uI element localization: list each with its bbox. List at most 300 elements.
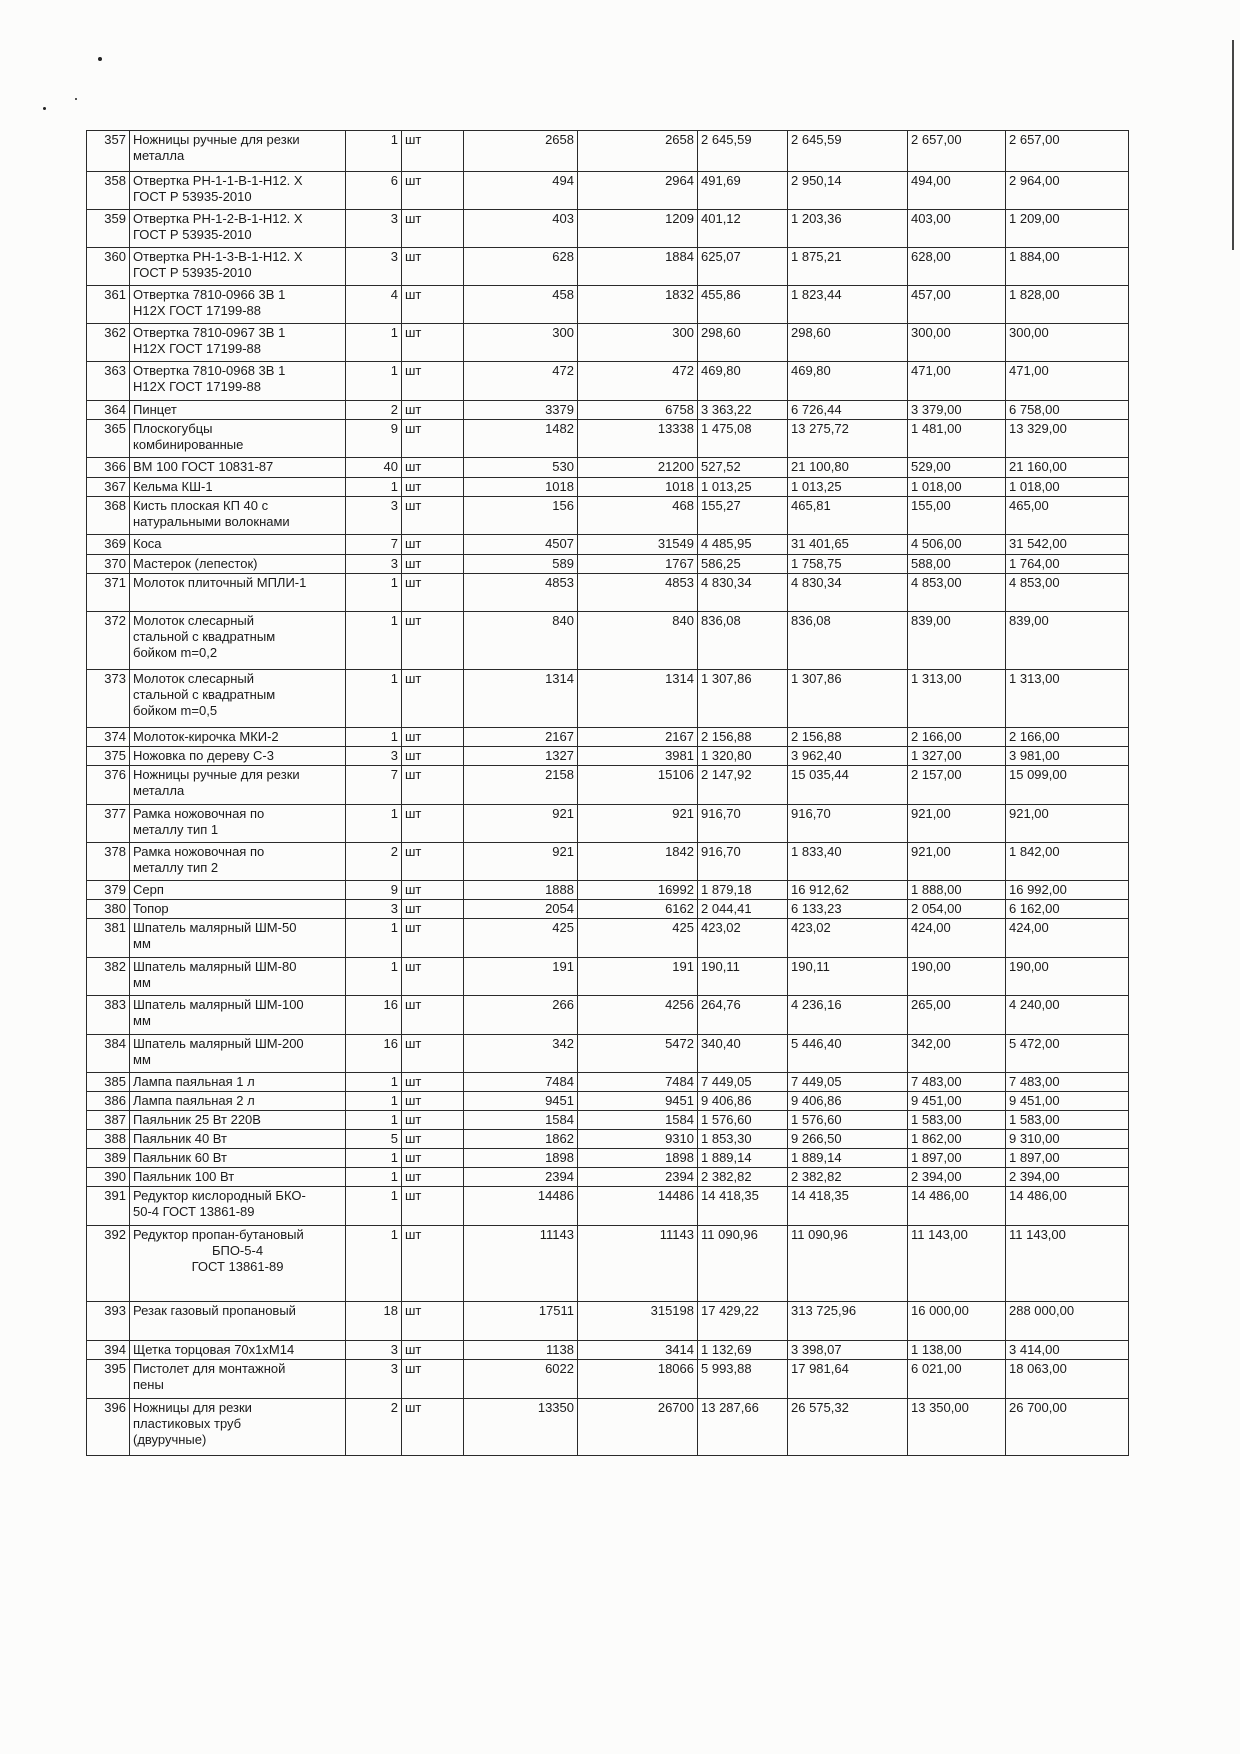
sum-col-6-cell: 469,80 (788, 362, 908, 401)
item-name-line: Ножовка по дереву С-3 (133, 748, 274, 763)
sum-col-6-cell: 836,08 (788, 612, 908, 670)
sum-col-8-cell: 7 483,00 (1006, 1073, 1129, 1092)
row-number-cell: 370 (87, 555, 130, 574)
item-name-cell (130, 766, 346, 805)
total-sum-cell: 14486 (578, 1187, 698, 1226)
sum-col-6-cell: 1 875,21 (788, 248, 908, 286)
row-number-cell: 372 (87, 612, 130, 670)
unit-price-cell: 191 (464, 958, 578, 996)
table-row (87, 1111, 1129, 1130)
quantity-cell: 2 (346, 401, 402, 420)
price-col-5-cell: 2 044,41 (698, 900, 788, 919)
price-col-5-cell: 1 889,14 (698, 1149, 788, 1168)
scan-edge-mark (1232, 40, 1234, 250)
unit-cell: шт (402, 958, 464, 996)
item-name-cell (130, 362, 346, 401)
item-name-line: Пистолет для монтажной (133, 1361, 286, 1376)
unit-cell: шт (402, 1360, 464, 1399)
price-col-7-cell: 7 483,00 (908, 1073, 1006, 1092)
price-col-7-cell: 471,00 (908, 362, 1006, 401)
table-row (87, 535, 1129, 555)
item-name-cell (130, 1168, 346, 1187)
total-sum-cell: 1018 (578, 478, 698, 497)
total-sum-cell: 1209 (578, 210, 698, 248)
quantity-cell: 1 (346, 362, 402, 401)
total-sum-cell: 425 (578, 919, 698, 958)
sum-col-6-cell: 1 833,40 (788, 843, 908, 881)
table-row (87, 1302, 1129, 1341)
total-sum-cell: 2658 (578, 131, 698, 172)
sum-col-6-cell: 916,70 (788, 805, 908, 843)
quantity-cell: 5 (346, 1130, 402, 1149)
total-sum-cell: 13338 (578, 420, 698, 458)
item-name-line: ГОСТ Р 53935-2010 (133, 189, 252, 204)
total-sum-cell: 6758 (578, 401, 698, 420)
item-name-line: стальной с квадратным (133, 629, 276, 644)
unit-price-cell: 425 (464, 919, 578, 958)
sum-col-6-cell: 6 133,23 (788, 900, 908, 919)
price-col-7-cell: 2 394,00 (908, 1168, 1006, 1187)
total-sum-cell: 15106 (578, 766, 698, 805)
total-sum-cell: 1584 (578, 1111, 698, 1130)
price-col-5-cell: 469,80 (698, 362, 788, 401)
price-col-7-cell: 921,00 (908, 843, 1006, 881)
item-name-line: бойком m=0,5 (133, 703, 218, 718)
item-name-line: стальной с квадратным (133, 687, 276, 702)
total-sum-cell: 2394 (578, 1168, 698, 1187)
item-name-line: ГОСТ 13861-89 (191, 1259, 284, 1274)
item-name-line: ВМ 100 ГОСТ 10831-87 (133, 459, 274, 474)
total-sum-cell: 300 (578, 324, 698, 362)
quantity-cell: 1 (346, 574, 402, 612)
table-row (87, 1149, 1129, 1168)
unit-cell: шт (402, 843, 464, 881)
total-sum-cell: 1898 (578, 1149, 698, 1168)
total-sum-cell: 2964 (578, 172, 698, 210)
price-col-5-cell: 264,76 (698, 996, 788, 1035)
quantity-cell: 1 (346, 805, 402, 843)
sum-col-6-cell: 465,81 (788, 497, 908, 535)
price-table-body (87, 131, 1129, 1456)
sum-col-6-cell: 1 203,36 (788, 210, 908, 248)
item-name-cell (130, 324, 346, 362)
item-name-line: Коса (133, 536, 162, 551)
row-number-cell: 382 (87, 958, 130, 996)
item-name-line: Пинцет (133, 402, 177, 417)
price-col-5-cell: 4 830,34 (698, 574, 788, 612)
quantity-cell: 1 (346, 1092, 402, 1111)
price-col-5-cell: 1 879,18 (698, 881, 788, 900)
row-number-cell: 384 (87, 1035, 130, 1073)
quantity-cell: 16 (346, 996, 402, 1035)
total-sum-cell: 26700 (578, 1399, 698, 1456)
price-col-5-cell: 455,86 (698, 286, 788, 324)
sum-col-6-cell: 9 406,86 (788, 1092, 908, 1111)
unit-price-cell: 1327 (464, 747, 578, 766)
quantity-cell: 3 (346, 747, 402, 766)
sum-col-6-cell: 21 100,80 (788, 458, 908, 478)
price-col-7-cell: 1 583,00 (908, 1111, 1006, 1130)
unit-cell: шт (402, 670, 464, 728)
item-name-cell (130, 728, 346, 747)
total-sum-cell: 3414 (578, 1341, 698, 1360)
price-col-5-cell: 1 576,60 (698, 1111, 788, 1130)
total-sum-cell: 315198 (578, 1302, 698, 1341)
unit-price-cell: 1018 (464, 478, 578, 497)
price-col-5-cell: 5 993,88 (698, 1360, 788, 1399)
item-name-cell (130, 535, 346, 555)
item-name-line: Лампа паяльная 2 л (133, 1093, 255, 1108)
row-number-cell: 396 (87, 1399, 130, 1456)
total-sum-cell: 4853 (578, 574, 698, 612)
row-number-cell: 392 (87, 1226, 130, 1302)
price-col-7-cell: 13 350,00 (908, 1399, 1006, 1456)
sum-col-6-cell: 7 449,05 (788, 1073, 908, 1092)
quantity-cell: 1 (346, 728, 402, 747)
unit-price-cell: 530 (464, 458, 578, 478)
total-sum-cell: 468 (578, 497, 698, 535)
sum-col-8-cell: 1 884,00 (1006, 248, 1129, 286)
table-row (87, 458, 1129, 478)
item-name-cell (130, 805, 346, 843)
sum-col-8-cell: 9 451,00 (1006, 1092, 1129, 1111)
price-col-5-cell: 586,25 (698, 555, 788, 574)
unit-cell: шт (402, 535, 464, 555)
item-name-cell (130, 1073, 346, 1092)
total-sum-cell: 1884 (578, 248, 698, 286)
row-number-cell: 378 (87, 843, 130, 881)
price-table (86, 130, 1129, 1456)
row-number-cell: 371 (87, 574, 130, 612)
table-row (87, 919, 1129, 958)
item-name-cell (130, 996, 346, 1035)
item-name-cell (130, 574, 346, 612)
quantity-cell: 1 (346, 1111, 402, 1130)
sum-col-6-cell: 1 576,60 (788, 1111, 908, 1130)
sum-col-8-cell: 921,00 (1006, 805, 1129, 843)
unit-cell: шт (402, 1149, 464, 1168)
sum-col-6-cell: 16 912,62 (788, 881, 908, 900)
sum-col-8-cell: 26 700,00 (1006, 1399, 1129, 1456)
table-row (87, 900, 1129, 919)
sum-col-6-cell: 1 013,25 (788, 478, 908, 497)
sum-col-6-cell: 1 889,14 (788, 1149, 908, 1168)
price-col-5-cell: 2 645,59 (698, 131, 788, 172)
unit-cell: шт (402, 766, 464, 805)
item-name-line: Редуктор кислородный БКО- (133, 1188, 306, 1203)
row-number-cell: 388 (87, 1130, 130, 1149)
unit-cell: шт (402, 131, 464, 172)
price-col-7-cell: 11 143,00 (908, 1226, 1006, 1302)
row-number-cell: 387 (87, 1111, 130, 1130)
price-col-5-cell: 298,60 (698, 324, 788, 362)
total-sum-cell: 1832 (578, 286, 698, 324)
quantity-cell: 9 (346, 420, 402, 458)
unit-price-cell: 9451 (464, 1092, 578, 1111)
sum-col-8-cell: 5 472,00 (1006, 1035, 1129, 1073)
price-col-5-cell: 1 853,30 (698, 1130, 788, 1149)
total-sum-cell: 21200 (578, 458, 698, 478)
item-name-cell (130, 131, 346, 172)
sum-col-6-cell: 2 645,59 (788, 131, 908, 172)
sum-col-6-cell: 2 950,14 (788, 172, 908, 210)
item-name-line: Редуктор пропан-бутановый (133, 1227, 304, 1242)
sum-col-8-cell: 1 897,00 (1006, 1149, 1129, 1168)
unit-price-cell: 589 (464, 555, 578, 574)
sum-col-6-cell: 2 382,82 (788, 1168, 908, 1187)
table-row (87, 248, 1129, 286)
price-col-7-cell: 6 021,00 (908, 1360, 1006, 1399)
price-col-5-cell: 9 406,86 (698, 1092, 788, 1111)
price-col-5-cell: 11 090,96 (698, 1226, 788, 1302)
price-col-5-cell: 2 382,82 (698, 1168, 788, 1187)
sum-col-6-cell: 3 962,40 (788, 747, 908, 766)
unit-price-cell: 1584 (464, 1111, 578, 1130)
price-col-7-cell: 1 138,00 (908, 1341, 1006, 1360)
table-row (87, 555, 1129, 574)
sum-col-8-cell: 13 329,00 (1006, 420, 1129, 458)
sum-col-6-cell: 31 401,65 (788, 535, 908, 555)
item-name-line: Рамка ножовочная по (133, 806, 265, 821)
quantity-cell: 4 (346, 286, 402, 324)
sum-col-6-cell: 190,11 (788, 958, 908, 996)
unit-cell: шт (402, 1130, 464, 1149)
item-name-cell (130, 881, 346, 900)
price-col-7-cell: 342,00 (908, 1035, 1006, 1073)
table-row (87, 574, 1129, 612)
unit-cell: шт (402, 172, 464, 210)
price-col-7-cell: 839,00 (908, 612, 1006, 670)
row-number-cell: 379 (87, 881, 130, 900)
table-row (87, 324, 1129, 362)
row-number-cell: 386 (87, 1092, 130, 1111)
item-name-line: мм (133, 1052, 151, 1067)
item-name-line: пены (133, 1377, 164, 1392)
price-col-7-cell: 403,00 (908, 210, 1006, 248)
sum-col-6-cell: 4 830,34 (788, 574, 908, 612)
quantity-cell: 1 (346, 1187, 402, 1226)
quantity-cell: 3 (346, 497, 402, 535)
total-sum-cell: 2167 (578, 728, 698, 747)
row-number-cell: 357 (87, 131, 130, 172)
sum-col-8-cell: 465,00 (1006, 497, 1129, 535)
row-number-cell: 385 (87, 1073, 130, 1092)
quantity-cell: 3 (346, 555, 402, 574)
row-number-cell: 358 (87, 172, 130, 210)
price-col-5-cell: 2 156,88 (698, 728, 788, 747)
item-name-cell (130, 497, 346, 535)
unit-price-cell: 1482 (464, 420, 578, 458)
table-row (87, 728, 1129, 747)
sum-col-6-cell: 2 156,88 (788, 728, 908, 747)
unit-price-cell: 300 (464, 324, 578, 362)
unit-price-cell: 4853 (464, 574, 578, 612)
item-name-line: Ножницы ручные для резки (133, 132, 300, 147)
item-name-line: Рамка ножовочная по (133, 844, 265, 859)
item-name-cell (130, 248, 346, 286)
item-name-line: ГОСТ Р 53935-2010 (133, 227, 252, 242)
quantity-cell: 3 (346, 248, 402, 286)
row-number-cell: 381 (87, 919, 130, 958)
unit-price-cell: 2167 (464, 728, 578, 747)
price-col-7-cell: 1 313,00 (908, 670, 1006, 728)
sum-col-8-cell: 2 657,00 (1006, 131, 1129, 172)
unit-cell: шт (402, 1111, 464, 1130)
sum-col-6-cell: 1 307,86 (788, 670, 908, 728)
table-row (87, 1226, 1129, 1302)
unit-cell: шт (402, 1168, 464, 1187)
unit-cell: шт (402, 728, 464, 747)
item-name-cell (130, 1187, 346, 1226)
sum-col-6-cell: 4 236,16 (788, 996, 908, 1035)
table-row (87, 131, 1129, 172)
sum-col-6-cell: 15 035,44 (788, 766, 908, 805)
row-number-cell: 389 (87, 1149, 130, 1168)
price-col-7-cell: 265,00 (908, 996, 1006, 1035)
total-sum-cell: 7484 (578, 1073, 698, 1092)
item-name-cell (130, 919, 346, 958)
item-name-cell (130, 958, 346, 996)
row-number-cell: 359 (87, 210, 130, 248)
total-sum-cell: 4256 (578, 996, 698, 1035)
sum-col-8-cell: 2 166,00 (1006, 728, 1129, 747)
price-col-7-cell: 16 000,00 (908, 1302, 1006, 1341)
table-row (87, 497, 1129, 535)
quantity-cell: 3 (346, 1360, 402, 1399)
unit-cell: шт (402, 805, 464, 843)
item-name-line: комбинированные (133, 437, 244, 452)
item-name-line: Паяльник 40 Вт (133, 1131, 227, 1146)
item-name-line: Щетка торцовая 70х1хМ14 (133, 1342, 295, 1357)
total-sum-cell: 9451 (578, 1092, 698, 1111)
item-name-line: Шпатель малярный ШМ-100 (133, 997, 304, 1012)
row-number-cell: 395 (87, 1360, 130, 1399)
unit-price-cell: 458 (464, 286, 578, 324)
sum-col-6-cell: 13 275,72 (788, 420, 908, 458)
price-col-5-cell: 14 418,35 (698, 1187, 788, 1226)
row-number-cell: 362 (87, 324, 130, 362)
unit-cell: шт (402, 747, 464, 766)
quantity-cell: 9 (346, 881, 402, 900)
sum-col-8-cell: 2 394,00 (1006, 1168, 1129, 1187)
price-col-5-cell: 916,70 (698, 805, 788, 843)
total-sum-cell: 1842 (578, 843, 698, 881)
table-row (87, 478, 1129, 497)
item-name-cell (130, 843, 346, 881)
item-name-cell (130, 1226, 346, 1302)
quantity-cell: 18 (346, 1302, 402, 1341)
table-row (87, 881, 1129, 900)
row-number-cell: 376 (87, 766, 130, 805)
sum-col-8-cell: 1 018,00 (1006, 478, 1129, 497)
row-number-cell: 365 (87, 420, 130, 458)
table-row (87, 958, 1129, 996)
unit-cell: шт (402, 612, 464, 670)
unit-price-cell: 4507 (464, 535, 578, 555)
unit-price-cell: 14486 (464, 1187, 578, 1226)
item-name-cell (130, 670, 346, 728)
quantity-cell: 1 (346, 670, 402, 728)
price-col-7-cell: 3 379,00 (908, 401, 1006, 420)
row-number-cell: 360 (87, 248, 130, 286)
table-row (87, 1092, 1129, 1111)
item-name-line: металлу тип 1 (133, 822, 219, 837)
table-row (87, 1187, 1129, 1226)
price-col-7-cell: 2 166,00 (908, 728, 1006, 747)
table-row (87, 1360, 1129, 1399)
item-name-cell (130, 555, 346, 574)
item-name-line: Н12Х ГОСТ 17199-88 (133, 379, 262, 394)
price-col-5-cell: 625,07 (698, 248, 788, 286)
sum-col-8-cell: 3 414,00 (1006, 1341, 1129, 1360)
sum-col-8-cell: 1 764,00 (1006, 555, 1129, 574)
item-name-line: Отвертка РН-1-1-В-1-Н12. Х (133, 173, 303, 188)
unit-cell: шт (402, 458, 464, 478)
price-col-5-cell: 1 320,80 (698, 747, 788, 766)
unit-cell: шт (402, 420, 464, 458)
item-name-line: Отвертка 7810-0967 3В 1 (133, 325, 286, 340)
sum-col-6-cell: 9 266,50 (788, 1130, 908, 1149)
unit-price-cell: 3379 (464, 401, 578, 420)
table-row (87, 747, 1129, 766)
total-sum-cell: 1767 (578, 555, 698, 574)
item-name-line: Кисть плоская КП 40 с (133, 498, 269, 513)
unit-cell: шт (402, 881, 464, 900)
sum-col-8-cell: 1 842,00 (1006, 843, 1129, 881)
sum-col-8-cell: 3 981,00 (1006, 747, 1129, 766)
item-name-line: мм (133, 936, 151, 951)
price-col-7-cell: 9 451,00 (908, 1092, 1006, 1111)
unit-price-cell: 472 (464, 362, 578, 401)
price-col-5-cell: 836,08 (698, 612, 788, 670)
price-col-7-cell: 1 888,00 (908, 881, 1006, 900)
price-col-7-cell: 529,00 (908, 458, 1006, 478)
item-name-cell (130, 1092, 346, 1111)
row-number-cell: 375 (87, 747, 130, 766)
price-col-5-cell: 190,11 (698, 958, 788, 996)
item-name-cell (130, 286, 346, 324)
item-name-line: Паяльник 25 Вт 220В (133, 1112, 261, 1127)
quantity-cell: 2 (346, 843, 402, 881)
row-number-cell: 367 (87, 478, 130, 497)
unit-price-cell: 403 (464, 210, 578, 248)
row-number-cell: 369 (87, 535, 130, 555)
quantity-cell: 1 (346, 478, 402, 497)
table-row (87, 420, 1129, 458)
item-name-line: Кельма КШ-1 (133, 479, 213, 494)
sum-col-8-cell: 4 853,00 (1006, 574, 1129, 612)
total-sum-cell: 191 (578, 958, 698, 996)
item-name-line: натуральными волокнами (133, 514, 290, 529)
item-name-line: Отвертка РН-1-3-В-1-Н12. Х (133, 249, 303, 264)
price-col-5-cell: 527,52 (698, 458, 788, 478)
total-sum-cell: 1314 (578, 670, 698, 728)
price-col-7-cell: 190,00 (908, 958, 1006, 996)
item-name-line: Отвертка 7810-0966 3В 1 (133, 287, 286, 302)
sum-col-8-cell: 300,00 (1006, 324, 1129, 362)
item-name-cell (130, 172, 346, 210)
row-number-cell: 393 (87, 1302, 130, 1341)
item-name-line: ГОСТ Р 53935-2010 (133, 265, 252, 280)
unit-cell: шт (402, 1226, 464, 1302)
scan-speck (75, 98, 77, 100)
table-row (87, 362, 1129, 401)
total-sum-cell: 18066 (578, 1360, 698, 1399)
unit-cell: шт (402, 1187, 464, 1226)
quantity-cell: 1 (346, 324, 402, 362)
sum-col-8-cell: 15 099,00 (1006, 766, 1129, 805)
sum-col-8-cell: 21 160,00 (1006, 458, 1129, 478)
